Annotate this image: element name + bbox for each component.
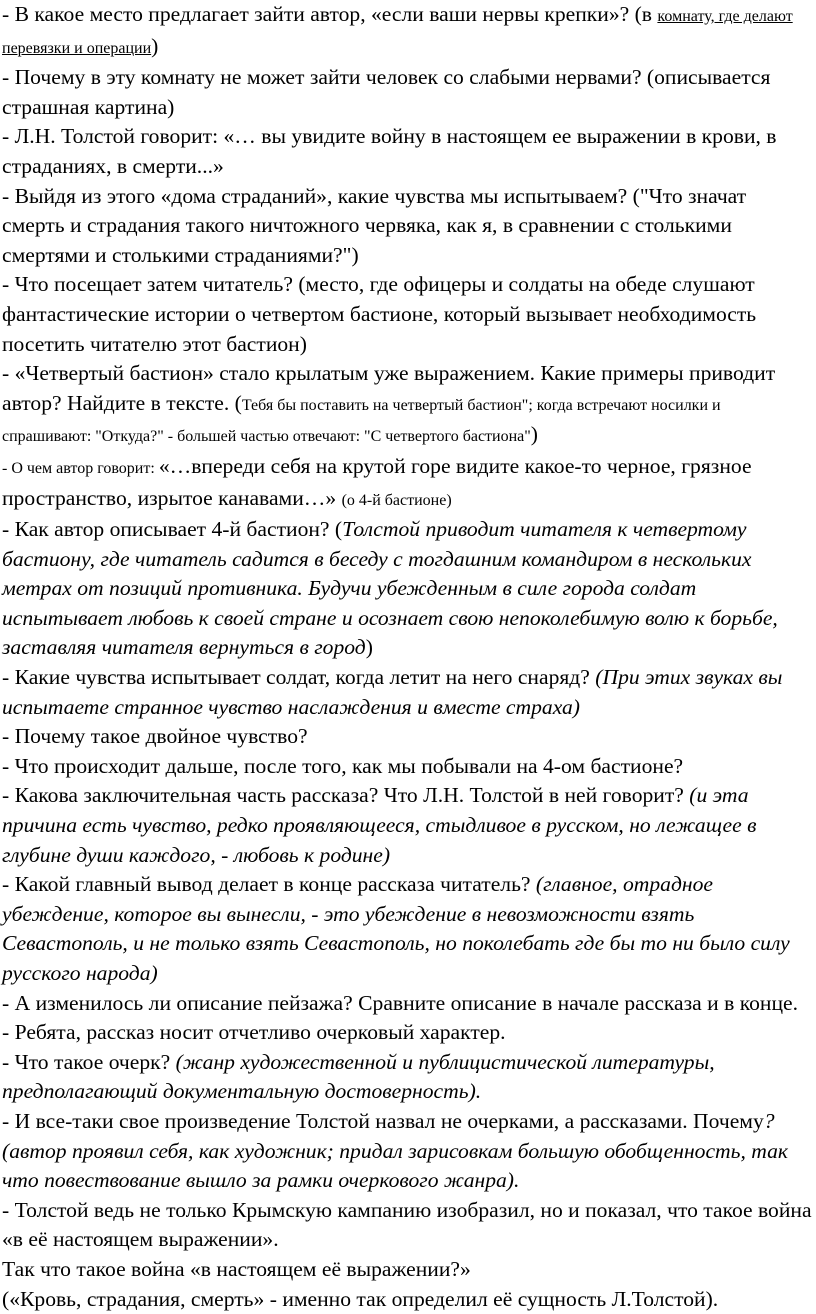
text-segment: ) <box>365 635 373 660</box>
paragraph <box>0 870 812 988</box>
text-segment: - «Четвертый бастион» стало крылатым уже выражением. Какие примеры приводит автор? Найдите в тексте. ( <box>2 361 776 415</box>
paragraph <box>0 270 812 359</box>
text-segment: - Почему в эту комнату не может зайти человек со слабыми нервами? (описывается страшная картина) <box>2 65 771 119</box>
paragraph <box>0 722 812 752</box>
text-segment: - Л.Н. Толстой говорит: «… вы увидите войну в настоящем ее выражении в крови, в страданиях, в смерти...» <box>2 124 777 178</box>
text-segment: («Кровь, страдания, смерть» - именно так определил её сущность Л.Толстой). <box>2 1286 719 1311</box>
text-segment: Тебя бы поставить на четвертый бастион"; когда встречают носилки и спрашивают: "Откуда?" - большей частью отвечают: "С четвертого бастиона" <box>2 396 721 446</box>
text-segment: - Какова заключительная часть рассказа? Что Л.Н. Толстой в ней говорит? <box>2 783 690 808</box>
paragraph <box>0 781 812 870</box>
text-segment: - Какой главный вывод делает в конце рассказа читатель? <box>2 872 536 897</box>
text-segment: «…впереди себя на крутой горе видите какое-то черное, грязное пространство, изрытое канавами…» <box>2 453 752 510</box>
paragraph <box>0 1107 812 1196</box>
answer-text: (При этих звуках вы испытаете странное чувство наслаждения и вместе страха) <box>2 665 783 719</box>
text-segment: - О чем автор говорит: <box>2 459 159 477</box>
paragraph <box>0 989 812 1019</box>
answer-text: (и эта причина есть чувство, редко проявляющееся, стыдливое в русском, но лежащее в глубине души каждого, - любовь к родине) <box>2 783 757 867</box>
paragraph <box>0 359 812 452</box>
paragraph <box>0 752 812 782</box>
answer-text: (жанр художественной и публицистической литературы, предполагающий документальную достоверность). <box>2 1049 715 1104</box>
text-segment: ) <box>530 422 538 447</box>
paragraph <box>0 452 812 515</box>
paragraph <box>0 1018 812 1048</box>
paragraph <box>0 1285 812 1314</box>
answer-text: Толстой приводит читателя к четвертому бастиону, где читатель садится в беседу с тогдашним командиром в нескольких метрах от позиций противника. Будучи убежденным в силе города солдат испытывает любовь к своей стране и осознает свою непоколебимую волю к борьбе, заставляя читателя вернуться в город <box>2 517 778 660</box>
text-segment: Так что такое война «в настоящем её выражении?» <box>2 1256 471 1281</box>
text-segment: - Что происходит дальше, после того, как мы побывали на 4-ом бастионе? <box>2 753 684 778</box>
text-segment: - А изменилось ли описание пейзажа? Сравните описание в начале рассказа и в конце. <box>2 990 798 1015</box>
paragraph <box>0 663 812 722</box>
paragraph <box>0 182 812 271</box>
text-segment: - Почему такое двойное чувство? <box>2 724 308 749</box>
paragraph <box>0 1255 812 1285</box>
answer-text: (главное, отрадное убеждение, которое вы вынесли, - это убеждение в невозможности взять Севастополь, и не только взять Севастополь, но поколебать где бы то ни было силу русского народа) <box>2 872 790 985</box>
answer-text: ? (автор проявил себя, как художник; придал зарисовкам большую обобщенность, так что повествование вышло за рамки очеркового жанра). <box>2 1108 789 1193</box>
paragraph <box>0 1196 812 1255</box>
text-segment: - И все-таки свое произведение Толстой назвал не очерками, а рассказами. Почему <box>2 1108 764 1133</box>
text-segment: - Выйдя из этого «дома страданий», какие чувства мы испытываем? ("Что значат смерть и страдания такого ничтожного червяка, как я, в сравнении с столькими смертями и столькими страданиями?") <box>2 183 747 267</box>
text-segment: - Что такое очерк? <box>2 1049 176 1074</box>
paragraph <box>0 1048 812 1107</box>
text-segment: комнату, где делают перевязки и операции <box>2 8 793 57</box>
text-segment: (о 4-й бастионе) <box>341 491 452 509</box>
text-segment: - Какие чувства испытывает солдат, когда летит на него снаряд? <box>2 665 596 690</box>
text-segment: - Ребята, рассказ носит отчетливо очерковый характер. <box>2 1020 506 1045</box>
text-segment: - Толстой ведь не только Крымскую кампанию изобразил, но и показал, что такое война «в её настоящем выражении». <box>2 1197 812 1252</box>
paragraph <box>0 515 812 663</box>
paragraph <box>0 0 812 63</box>
paragraph <box>0 63 812 122</box>
paragraph <box>0 122 812 181</box>
text-segment: ) <box>151 33 159 58</box>
text-segment: - Что посещает затем читатель? (место, где офицеры и солдаты на обеде слушают фантастические истории о четвертом бастионе, который вызывает необходимость посетить читателю этот бастион) <box>2 272 757 356</box>
text-segment: - Как автор описывает 4-й бастион? ( <box>2 517 343 542</box>
text-segment: - В какое место предлагает зайти автор, «если ваши нервы крепки»? (в <box>2 2 658 26</box>
